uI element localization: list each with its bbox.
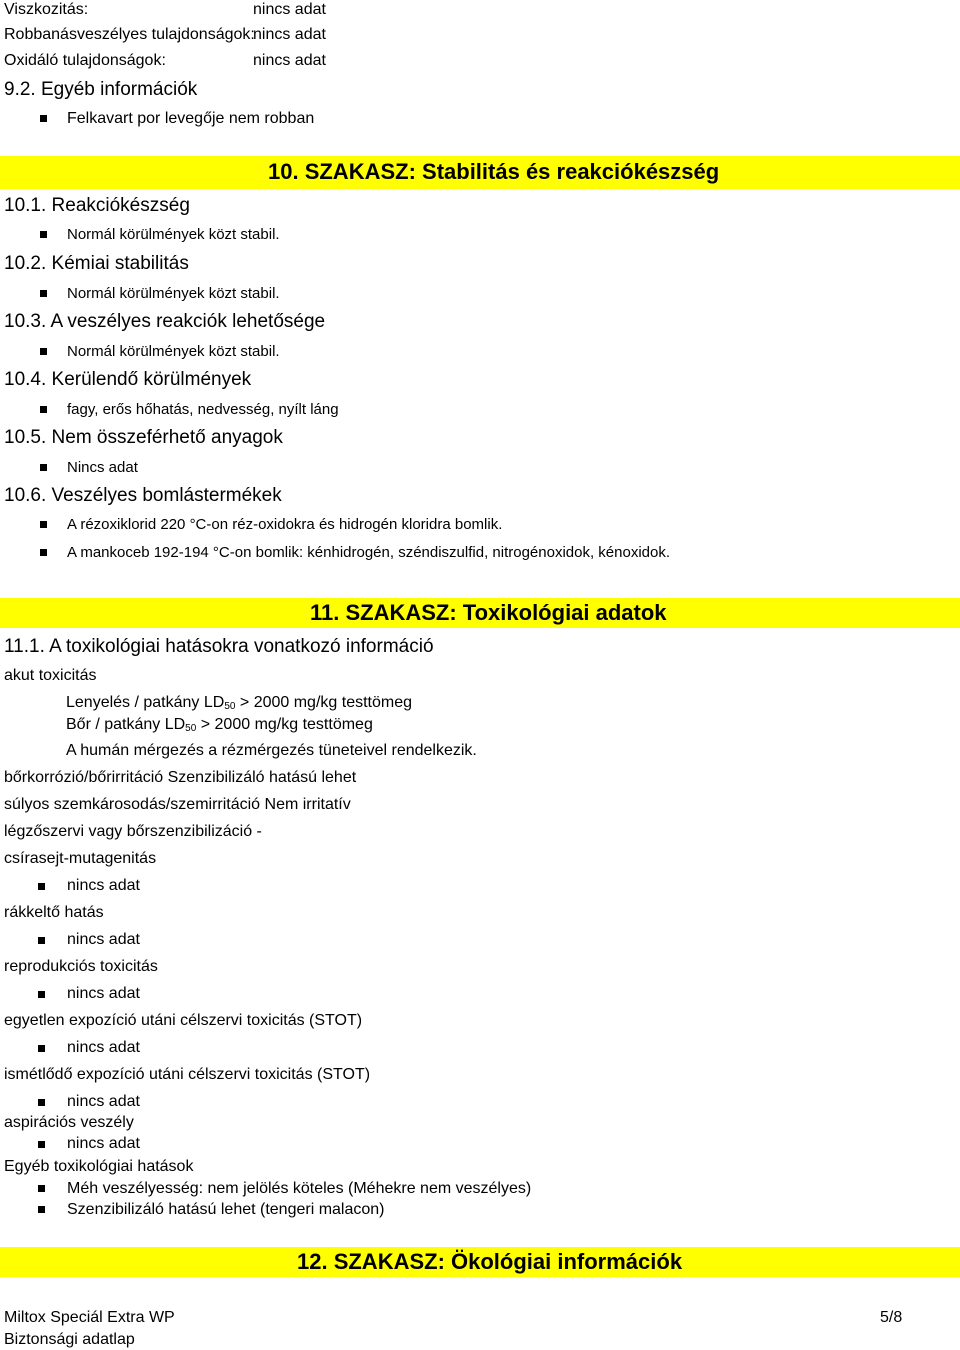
section-10-1-heading: 10.1. Reakciókészség [4,195,190,216]
section-9-2-item: Felkavart por levegője nem robban [67,110,315,127]
bullet-icon [40,115,47,122]
respiratory-sensitization-line: légzőszervi vagy bőrszenzibilizáció - [4,823,262,840]
acute-dermal-line: Bőr / patkány $LD_{50} > 2000$ mg/kg testtömeg [66,716,373,734]
stot-single-value: nincs adat [67,1039,140,1056]
carcinogenicity-value: nincs adat [67,931,140,948]
viscosity-label: Viszkozitás: [4,1,89,18]
stot-repeated-value: nincs adat [67,1093,140,1110]
section-10-6-item: A mankoceb 192-194 °C-on bomlik: kénhidrogén, széndiszulfid, nitrogénoxidok, kénoxidok. [67,544,671,561]
section-10-3-heading: 10.3. A veszélyes reakciók lehetősége [4,311,326,332]
other-effects-item: Szenzibilizáló hatású lehet (tengeri malacon) [67,1201,385,1218]
explosive-value: nincs adat [253,26,326,43]
section-10-5-item: Nincs adat [67,459,138,476]
bullet-icon [38,1185,45,1192]
bullet-icon [40,464,47,471]
mutagenicity-value: nincs adat [67,877,140,894]
bullet-icon [38,1045,45,1052]
carcinogenicity-label: rákkeltő hatás [4,904,104,921]
bullet-icon [38,991,45,998]
section-10-4-item: fagy, erős hőhatás, nedvesség, nyílt láng [67,401,339,418]
section-9-2-heading: 9.2. Egyéb információk [4,79,198,100]
reproductive-toxicity-value: nincs adat [67,985,140,1002]
section-10-6-item: A rézoxiklorid 220 °C-on réz-oxidokra és hidrogén kloridra bomlik. [67,516,503,533]
acute-toxicity-label: akut toxicitás [4,667,97,684]
skin-irritation-line: bőrkorrózió/bőrirritáció Szenzibilizáló hatású lehet [4,769,357,786]
section-11-1-heading: 11.1. A toxikológiai hatásokra vonatkozó információ [4,636,434,657]
bullet-icon [40,521,47,528]
bullet-icon [38,1141,45,1148]
section-10-5-heading: 10.5. Nem összeférhető anyagok [4,427,283,448]
section-10-6-heading: 10.6. Veszélyes bomlástermékek [4,485,282,506]
other-effects-item: Méh veszélyesség: nem jelölés köteles (Méhekre nem veszélyes) [67,1180,532,1197]
bullet-icon [40,231,47,238]
eye-damage-line: súlyos szemkárosodás/szemirritáció Nem irritatív [4,796,351,813]
bullet-icon [40,406,47,413]
section-11-title: 11. SZAKASZ: Toxikológiai adatok [310,600,667,625]
reproductive-toxicity-label: reprodukciós toxicitás [4,958,158,975]
section-10-2-heading: 10.2. Kémiai stabilitás [4,253,189,274]
mutagenicity-label: csírasejt-mutagenitás [4,850,157,867]
other-effects-label: Egyéb toxikológiai hatások [4,1158,194,1175]
footer-product-name: Miltox Speciál Extra WP [4,1309,175,1326]
bullet-icon [38,937,45,944]
section-10-1-item: Normál körülmények közt stabil. [67,226,280,243]
acute-human-note: A humán mérgezés a rézmérgezés tüneteivel rendelkezik. [66,742,477,759]
bullet-icon [40,290,47,297]
section-10-3-item: Normál körülmények közt stabil. [67,343,280,360]
oxidizing-label: Oxidáló tulajdonságok: [4,52,166,69]
bullet-icon [38,1206,45,1213]
viscosity-value: nincs adat [253,1,326,18]
section-10-2-item: Normál körülmények közt stabil. [67,285,280,302]
stot-single-label: egyetlen expozíció utáni célszervi toxicitás (STOT) [4,1012,363,1029]
footer-page-number: 5/8 [880,1309,903,1326]
bullet-icon [40,348,47,355]
footer-document-type: Biztonsági adatlap [4,1331,135,1348]
explosive-label: Robbanásveszélyes tulajdonságok: [4,26,255,43]
section-12-title: 12. SZAKASZ: Ökológiai információk [297,1249,683,1274]
bullet-icon [38,1099,45,1106]
section-10-title: 10. SZAKASZ: Stabilitás és reakciókészség [268,159,720,184]
aspiration-value: nincs adat [67,1135,140,1152]
oxidizing-value: nincs adat [253,52,326,69]
acute-oral-line: Lenyelés / patkány $LD_{50} > 2000$ mg/kg testtömeg [66,694,412,712]
bullet-icon [38,883,45,890]
section-10-4-heading: 10.4. Kerülendő körülmények [4,369,252,390]
stot-repeated-label: ismétlődő expozíció utáni célszervi toxicitás (STOT) [4,1066,371,1083]
bullet-icon [40,549,47,556]
aspiration-label: aspirációs veszély [4,1114,134,1131]
